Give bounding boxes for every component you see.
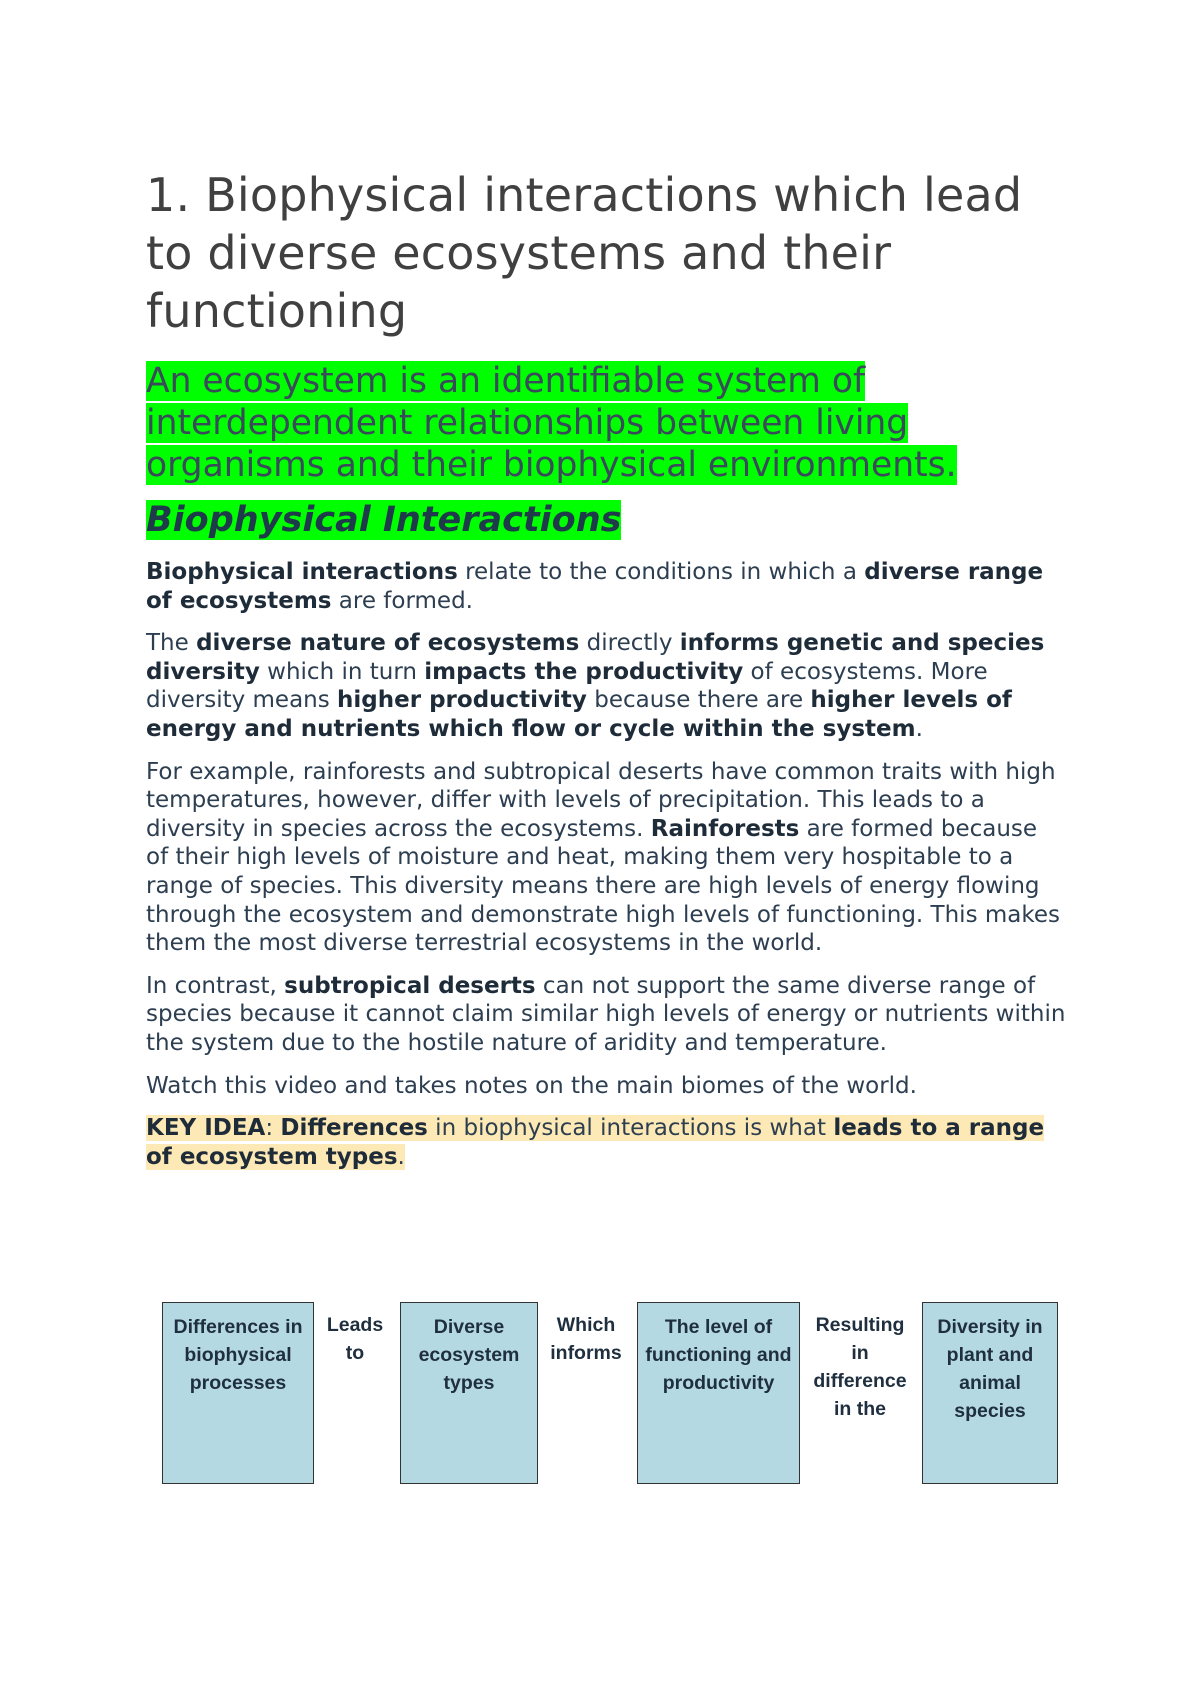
text: For example, rainforests and subtropical deserts have common traits with high temperatures, however, differ with levels of precipitation. This leads to a diversity in species across the ecosystems. <box>146 758 1056 842</box>
bold-text: Biophysical interactions <box>146 559 458 585</box>
document-page <box>146 166 1066 1171</box>
flow-box-functioning: The level of functioning and productivity <box>637 1302 800 1484</box>
key-idea-label: KEY IDEA <box>146 1115 266 1142</box>
text: directly <box>579 630 680 657</box>
bold-text: informs genetic and species diversity <box>146 630 1045 685</box>
text: are formed. <box>331 587 473 614</box>
bold-text: impacts the productivity <box>424 658 744 685</box>
text: relate to the conditions in which a <box>457 559 865 585</box>
text: In contrast, <box>146 972 285 999</box>
bold-text: higher productivity <box>337 687 587 714</box>
bold-text: leads to a range of ecosystem types <box>146 1115 1045 1170</box>
paragraph-biophysical-interactions <box>146 558 1066 615</box>
flow-box-diversity: Diversity in plant and animal species <box>922 1302 1058 1484</box>
flow-box-ecosystem-types: Diverse ecosystem types <box>400 1302 538 1484</box>
flow-label-leads-to: Leads to <box>326 1314 384 1364</box>
paragraph-diverse-nature <box>146 629 1066 743</box>
text: . <box>915 715 923 742</box>
text: . <box>397 1143 405 1170</box>
bold-text: Differences <box>280 1115 428 1142</box>
paragraph-video-instruction: Watch this video and takes notes on the main biomes of the world. <box>146 1072 917 1099</box>
ecosystem-definition <box>146 360 1066 486</box>
text: in biophysical interactions is what <box>427 1115 834 1142</box>
text: : <box>265 1115 281 1142</box>
flow-label-resulting-in: Resulting in difference in the <box>813 1314 907 1420</box>
text: because there are <box>586 687 811 714</box>
key-idea <box>146 1114 1066 1171</box>
page-title: 1. Biophysical interactions which lead to diverse ecosystems and their functioning <box>146 168 1023 338</box>
text: The <box>146 630 197 657</box>
section-heading <box>146 496 1066 544</box>
paragraph-rainforests-example <box>146 758 1066 958</box>
flow-label-which-informs: Which informs <box>550 1314 622 1364</box>
text: are formed because of their high levels of moisture and heat, making them very hospitable to a range of species. This diversity means there are high levels of energy flowing through the ecosystem and demonstrate high levels of functioning. This makes them the most diverse terrestrial ecosystems in the world. <box>146 815 1060 957</box>
flow-box-differences: Differences in biophysical processes <box>162 1302 314 1484</box>
text: can not support the same diverse range of species because it cannot claim similar high levels of energy or nutrients within the system due to the hostile nature of aridity and temperature. <box>146 972 1066 1056</box>
bold-text: diverse range of ecosystems <box>146 559 1044 614</box>
key-idea-highlight <box>146 1115 1044 1170</box>
bold-text: subtropical deserts <box>284 972 536 999</box>
paragraph-subtropical-deserts <box>146 972 1066 1058</box>
bold-text: diverse nature of ecosystems <box>196 630 580 657</box>
bold-text: Rainforests <box>650 815 800 842</box>
text: which in turn <box>259 658 425 685</box>
section-heading-highlight: Biophysical Interactions <box>146 500 622 540</box>
definition-highlight: An ecosystem is an identifiable system of interdependent relationships between living organisms and their biophysical environments. <box>146 361 957 485</box>
text: of ecosystems. More diversity means <box>146 658 988 714</box>
flow-diagram <box>162 1302 1062 1488</box>
bold-text: higher levels of energy and nutrients which flow or cycle within the system <box>146 687 1012 742</box>
